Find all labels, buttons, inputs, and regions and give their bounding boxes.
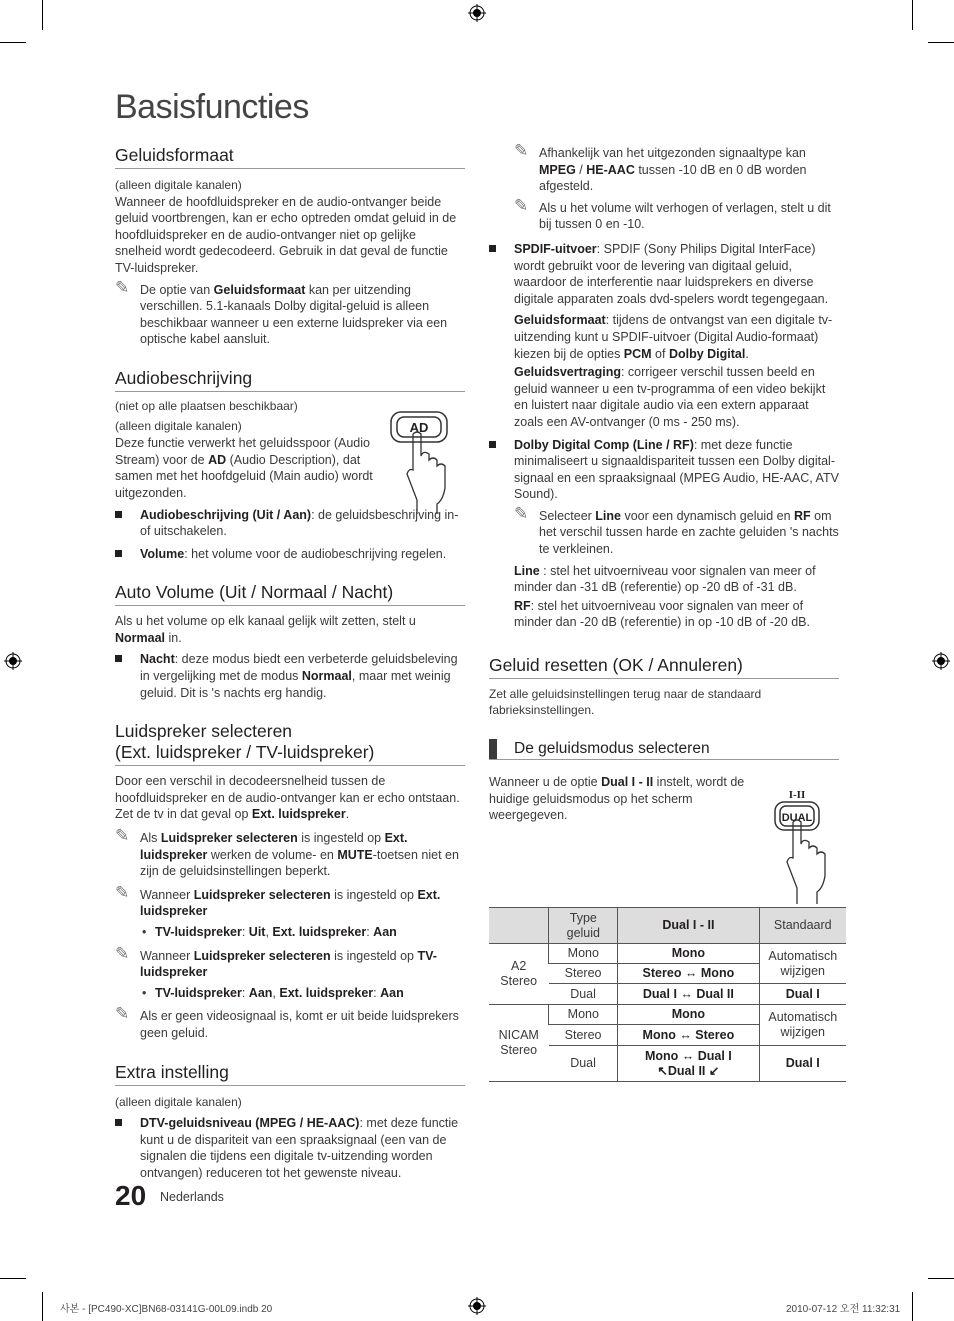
crop-mark xyxy=(928,1278,954,1279)
registration-mark-icon xyxy=(932,652,950,670)
note-pencil-icon: ✎ xyxy=(514,195,529,215)
qualifier: (alleen digitale kanalen) xyxy=(115,418,242,433)
table-cell: Dual I ↔ Dual II xyxy=(618,984,759,1005)
note-pencil-icon: ✎ xyxy=(115,277,130,297)
bullet-item: Volume: het volume voor de audiobeschrijving regelen. xyxy=(115,546,465,563)
body-text: Line : stel het uitvoerniveau voor signalen van meer of minder dan -31 dB (referentie) op -20 dB of -31 dB. xyxy=(514,563,816,595)
crop-mark xyxy=(42,1292,43,1321)
table-header-cell: Dual I - II xyxy=(618,908,759,944)
table-cell: Automatisch wijzigen xyxy=(759,944,846,984)
right-column xyxy=(489,141,839,894)
note-pencil-icon: ✎ xyxy=(115,943,130,963)
note-pencil-icon: ✎ xyxy=(115,882,130,902)
table-row xyxy=(489,1005,846,1025)
note: ✎ Als Luidspreker selecteren is ingesteld op Ext. luidspreker werken de volume- en MUTE-toetsen niet en zijn de geluidsinstellingen beperkt. xyxy=(115,826,459,879)
registration-mark-icon xyxy=(4,652,22,670)
body-text: Zet alle geluidsinstellingen terug naar de standaard fabrieksinstellingen. xyxy=(489,687,762,718)
table-cell: Stereo xyxy=(549,964,618,984)
table-header-cell: Type geluid xyxy=(549,908,618,944)
body-text: RF: stel het uitvoerniveau voor signalen van meer of minder dan -20 dB (referentie) in op -10 dB of -20 dB. xyxy=(514,598,810,630)
print-slug-date: 2010-07-12 오전 11:32:31 xyxy=(786,1304,901,1315)
bullet-dot-icon: • xyxy=(142,985,147,1000)
geluidsmodus-block xyxy=(489,774,839,894)
table-cell: Dual xyxy=(549,1046,618,1082)
crop-mark xyxy=(0,42,26,43)
remote-label: I-II xyxy=(788,789,806,802)
bullet-square-icon xyxy=(489,441,496,448)
section-heading-auto-volume: Auto Volume (Uit / Normaal / Nacht) xyxy=(115,582,465,606)
body-text: Geluidsvertraging: corrigeer verschil tussen beeld en geluid wanneer u een tv-programma of een video bekijkt en luistert naar digitale audio via een extern apparaat zoals een AV-ontvanger (0 ms - 250 ms). xyxy=(514,365,826,429)
note: ✎ Wanneer Luidspreker selecteren is ingesteld op Ext. luidspreker • TV-luidspreker: Uit, Ext. luidspreker: Aan xyxy=(115,887,465,941)
section-heading-geluid-resetten: Geluid resetten (OK / Annuleren) xyxy=(489,655,839,679)
left-column xyxy=(115,145,465,1182)
bullet-square-icon xyxy=(115,655,122,662)
print-slug-file: 사본 - [PC490-XC]BN68-03141G-00L09.indb 20 xyxy=(60,1304,273,1315)
bullet-square-icon xyxy=(115,511,122,518)
body-text: Door een verschil in decodeersnelheid tussen de hoofdluidspreker en de audio-ontvanger kan er echo ontstaan. Zet de tv in dat geval op Ext. luidspreker. xyxy=(115,774,460,822)
note-pencil-icon: ✎ xyxy=(514,141,529,160)
body-text: Als u het volume op elk kanaal gelijk wilt zetten, stelt u Normaal in. xyxy=(115,614,416,645)
table-cell: Stereo xyxy=(549,1025,618,1046)
subsection-heading-geluidsmodus: De geluidsmodus selecteren xyxy=(489,739,839,760)
table-header-cell: Standaard xyxy=(759,908,846,944)
qualifier: (alleen digitale kanalen) xyxy=(115,178,242,192)
bullet-item: DTV-geluidsniveau (MPEG / HE-AAC): met deze functie kunt u de dispariteit van een spraaksignaal (een van de signalen die tijdens een digitale tv-uitzending worden ontvangen) reduceren tot het gewenste niveau. xyxy=(115,1115,465,1181)
remote-button-label: AD xyxy=(409,419,429,435)
table-cell: Mono ↔ Dual I ↖Dual II ↙ xyxy=(618,1046,759,1082)
note: ✎ De optie van Geluidsformaat kan per uitzending verschillen. 5.1-kanaals Dolby digital-geluid is alleen beschikbaar wanneer u een externe luidspreker via een optische kabel aansluit. xyxy=(115,277,448,347)
table-cell: Dual I xyxy=(759,1046,846,1082)
bullet-item: Dolby Digital Comp (Line / RF): met deze functie minimaliseert u signaaldispariteit tussen een Dolby digital-signaal en een spraaksignaal (MPEG Audio, HE-AAC, ATV Sound). xyxy=(489,437,839,503)
table-cell: Mono ↔ Stereo xyxy=(618,1025,759,1046)
section-heading-audiobeschrijving: Audiobeschrijving xyxy=(115,368,465,392)
table-cell: Dual I xyxy=(759,984,846,1005)
crop-mark xyxy=(912,1292,913,1321)
footer-language: Nederlands xyxy=(160,1190,224,1204)
bullet-item: Audiobeschrijving (Uit / Aan): de geluidsbeschrijving in- of uitschakelen. xyxy=(115,507,465,540)
note-pencil-icon: ✎ xyxy=(115,826,130,846)
section-heading-luidspreker: Luidspreker selecteren (Ext. luidspreker / TV-luidspreker) xyxy=(115,721,465,766)
note-pencil-icon: ✎ xyxy=(115,1004,130,1024)
table-cell: Mono xyxy=(549,1005,618,1025)
remote-button-label: DUAL xyxy=(781,812,813,825)
heading-bar xyxy=(489,739,497,759)
body-text: Deze functie verwerkt het geluidsspoor (Audio Stream) voor de AD (Audio Description), dat samen met het hoofdgeluid (Main audio) wordt uitgezonden. xyxy=(115,436,373,500)
bullet-square-icon xyxy=(115,1119,122,1126)
note: ✎ Selecteer Line voor een dynamisch geluid en RF om het verschil tussen harde en zachte geluiden 's nachts te verkleinen. xyxy=(514,503,839,557)
page-number: 20 xyxy=(115,1180,147,1211)
crop-mark xyxy=(912,0,913,30)
remote-hand-ad-icon xyxy=(383,408,465,518)
crop-mark xyxy=(42,0,43,30)
note: ✎ Als u het volume wilt verhogen of verlagen, stelt u dit bij tussen 0 en -10. xyxy=(514,195,831,232)
sub-bullet-item: • TV-luidspreker: Uit, Ext. luidspreker: Aan xyxy=(142,925,397,939)
note: ✎ Als er geen videosignaal is, komt er uit beide luidsprekers geen geluid. xyxy=(115,1004,459,1040)
section-heading-geluidsformaat: Geluidsformaat xyxy=(115,145,465,169)
table-cell: Automatisch wijzigen xyxy=(759,1005,846,1046)
body-text: Wanneer de hoofdluidspreker en de audio-ontvanger beide geluid voortbrengen, kan er echo optreden omdat geluid in de hoofdluidspreker en de audio-ontvanger niet op gelijke snelheid wordt gedecodeerd. Gebruik in dat geval de functie TV-luidspreker. xyxy=(115,194,457,275)
table-header-row xyxy=(489,908,846,944)
table-cell: Stereo ↔ Mono xyxy=(618,964,759,984)
note: ✎ Wanneer Luidspreker selecteren is ingesteld op TV-luidspreker • TV-luidspreker: Aan, Ext. luidspreker: Aan xyxy=(115,948,465,1002)
sub-bullet-item: • TV-luidspreker: Aan, Ext. luidspreker: Aan xyxy=(142,985,404,1000)
section-heading-extra-instelling: Extra instelling xyxy=(115,1062,465,1086)
table-header-cell xyxy=(489,908,549,944)
remote-hand-dual-icon xyxy=(769,786,849,906)
table-row xyxy=(489,944,846,964)
note-pencil-icon: ✎ xyxy=(514,503,529,523)
sound-mode-table xyxy=(489,907,846,1082)
registration-mark-icon xyxy=(468,4,486,22)
table-cell: Mono xyxy=(549,944,618,964)
bullet-dot-icon: • xyxy=(142,925,147,939)
qualifier: (alleen digitale kanalen) xyxy=(115,1094,242,1109)
bullet-item: SPDIF-uitvoer: SPDIF (Sony Philips Digital InterFace) wordt gebruikt voor de levering van digitaal geluid, waardoor de interferentie naar luidsprekers en diverse digitale apparaten zoals dvd-spelers wordt tegengegaan. xyxy=(489,241,839,307)
audiobeschrijving-block xyxy=(115,398,465,502)
table-cell: Dual xyxy=(549,984,618,1005)
body-text: Wanneer u de optie Dual I - II instelt, wordt de huidige geluidsmodus op het scherm weergegeven. xyxy=(489,775,745,823)
qualifier: (niet op alle plaatsen beschikbaar) xyxy=(115,398,298,413)
bullet-square-icon xyxy=(489,245,496,252)
table-cell: A2 Stereo xyxy=(489,944,549,1005)
table-cell: NICAM Stereo xyxy=(489,1005,549,1082)
page-title: Basisfuncties xyxy=(115,88,309,126)
note: ✎ Afhankelijk van het uitgezonden signaaltype kan MPEG / HE-AAC tussen -10 dB en 0 dB worden afgesteld. xyxy=(514,141,807,194)
crop-mark xyxy=(928,42,954,43)
bullet-item: Nacht: deze modus biedt een verbeterde geluidsbeleving in vergelijking met de modus Normaal, maar met weinig geluid. Dit is 's nachts erg handig. xyxy=(115,651,465,701)
table-cell: Mono xyxy=(618,1005,759,1025)
body-text: Geluidsformaat: tijdens de ontvangst van een digitale tv-uitzending kunt u SPDIF-uitvoer (Digital Audio-formaat) kiezen bij de opties PCM of Dolby Digital. xyxy=(514,313,833,361)
table-cell: Mono xyxy=(618,944,759,964)
bullet-square-icon xyxy=(115,550,122,557)
crop-mark xyxy=(0,1278,26,1279)
registration-mark-icon xyxy=(468,1297,486,1315)
